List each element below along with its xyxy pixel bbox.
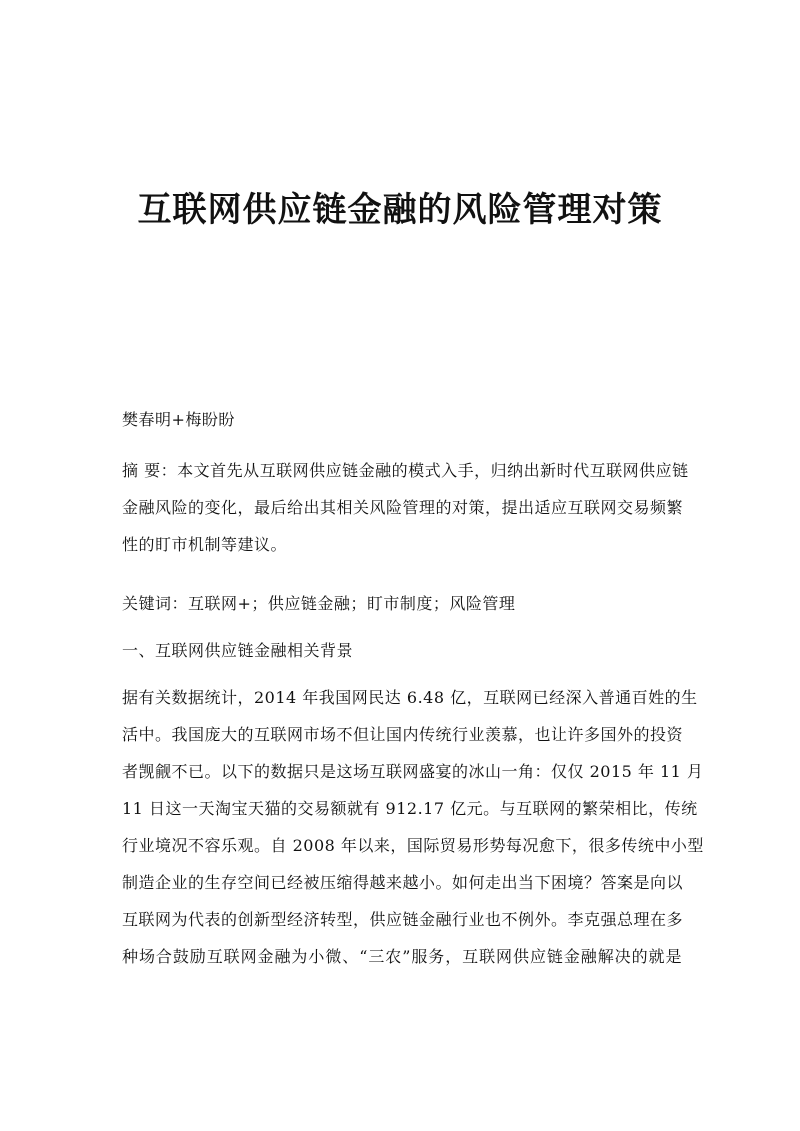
section-heading: 一、互联网供应链金融相关背景 — [122, 641, 354, 660]
body-line: 活中。我国庞大的互联网市场不但让国内传统行业羡慕，也让许多国外的投资 — [122, 725, 684, 744]
keywords-line: 关键词：互联网+；供应链金融；盯市制度；风险管理 — [122, 594, 516, 613]
body-line: 种场合鼓励互联网金融为小微、“三农”服务，互联网供应链金融解决的就是 — [122, 947, 682, 966]
abstract-paragraph — [122, 452, 689, 563]
body-line: 11 日这一天淘宝天猫的交易额就有 912.17 亿元。与互联网的繁荣相比，传统 — [122, 799, 698, 818]
abstract-line: 性的盯市机制等建议。 — [122, 535, 288, 554]
abstract-line: 摘 要：本文首先从互联网供应链金融的模式入手，归纳出新时代互联网供应链 — [122, 461, 689, 480]
author-line: 樊春明+梅盼盼 — [122, 410, 235, 429]
body-line: 互联网为代表的创新型经济转型，供应链金融行业也不例外。李克强总理在多 — [122, 910, 684, 929]
body-line: 制造企业的生存空间已经被压缩得越来越小。如何走出当下困境？答案是向以 — [122, 873, 684, 892]
body-line: 据有关数据统计，2014 年我国网民达 6.48 亿，互联网已经深入普通百姓的生 — [122, 688, 698, 707]
body-line: 行业境况不容乐观。自 2008 年以来，国际贸易形势每况愈下，很多传统中小型 — [122, 836, 704, 855]
document-title: 互联网供应链金融的风险管理对策 — [137, 190, 663, 230]
abstract-line: 金融风险的变化，最后给出其相关风险管理的对策，提出适应互联网交易频繁 — [122, 498, 684, 517]
body-line: 者觊觎不已。以下的数据只是这场互联网盛宴的冰山一角：仅仅 2015 年 11 月 — [122, 762, 704, 781]
body-paragraph — [122, 679, 704, 975]
